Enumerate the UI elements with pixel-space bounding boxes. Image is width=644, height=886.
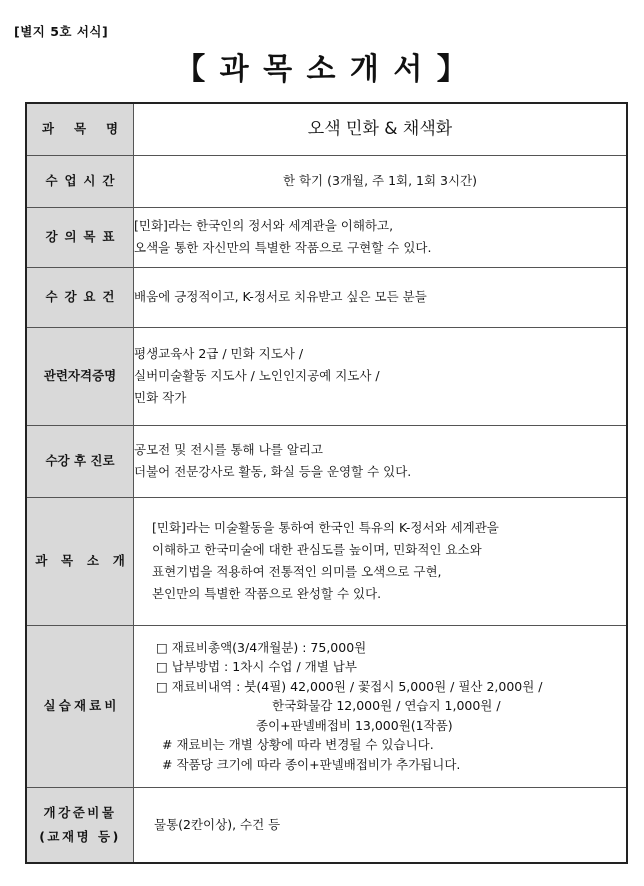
- label-requirement: 수강요건: [26, 267, 134, 327]
- document-title: 【 과 목 소 개 서 】: [175, 52, 469, 87]
- value-materials: □ 재료비총액(3/4개월분) : 75,000원 □ 납부방법 : 1차시 수업 / 개별 납부 □ 재료비내역 : 붓(4필) 42,000원 / 꽃접시 5,000원 / 필산 2,000원 / 한국화물감 12,000원 / 연습지 1,000원 / 종이+판넬배접비 13,000원(1작품) # 재료비는 개별 상황에 따라 변경될 수 있습니다. # 작품당 크기에 따라 종이+판넬배접비가 추가됩니다.: [134, 625, 628, 787]
- value-class-time: 한 학기 (3개월, 주 1회, 1회 3시간): [134, 155, 628, 207]
- label-intro: 과목소개: [26, 497, 134, 625]
- value-intro: [민화]라는 미술활동을 통하여 한국인 특유의 K-정서와 세계관을 이해하고 한국미술에 대한 관심도를 높이며, 민화적인 요소와 표현기법을 적용하여 전통적인 의미를 오색으로 구현, 본인만의 특별한 작품으로 완성할 수 있다.: [134, 497, 628, 625]
- value-career: 공모전 및 전시를 통해 나를 알리고 더불어 전문강사로 활동, 화실 등을 운영할 수 있다.: [134, 425, 628, 497]
- value-prep: 물통(2칸이상), 수건 등: [134, 787, 628, 863]
- row-goal: [26, 207, 627, 267]
- form-number: [별지 5호 서식]: [14, 24, 109, 39]
- row-prep: [26, 787, 627, 863]
- value-certificate: 평생교육사 2급 / 민화 지도사 / 실버미술활동 지도사 / 노인인지공예 지도사 / 민화 작가: [134, 327, 628, 425]
- label-materials: 실습재료비: [26, 625, 134, 787]
- value-requirement: 배움에 긍정적이고, K-정서로 치유받고 싶은 모든 분들: [134, 267, 628, 327]
- label-course-name: 과목명: [26, 103, 134, 155]
- row-materials: [26, 625, 627, 787]
- value-goal: [민화]라는 한국인의 정서와 세계관을 이해하고, 오색을 통한 자신만의 특별한 작품으로 구현할 수 있다.: [134, 207, 628, 267]
- row-certificate: [26, 327, 627, 425]
- row-class-time: [26, 155, 627, 207]
- row-intro: [26, 497, 627, 625]
- label-certificate: 관련자격증명: [26, 327, 134, 425]
- row-requirement: [26, 267, 627, 327]
- row-career: [26, 425, 627, 497]
- value-course-name: 오색 민화 & 채색화: [134, 103, 628, 155]
- course-intro-table: [25, 102, 628, 864]
- label-class-time: 수업시간: [26, 155, 134, 207]
- label-career: 수강 후 진로: [26, 425, 134, 497]
- label-prep: 개강준비물 (교재명 등): [26, 787, 134, 863]
- label-goal: 강의목표: [26, 207, 134, 267]
- row-course-name: [26, 103, 627, 155]
